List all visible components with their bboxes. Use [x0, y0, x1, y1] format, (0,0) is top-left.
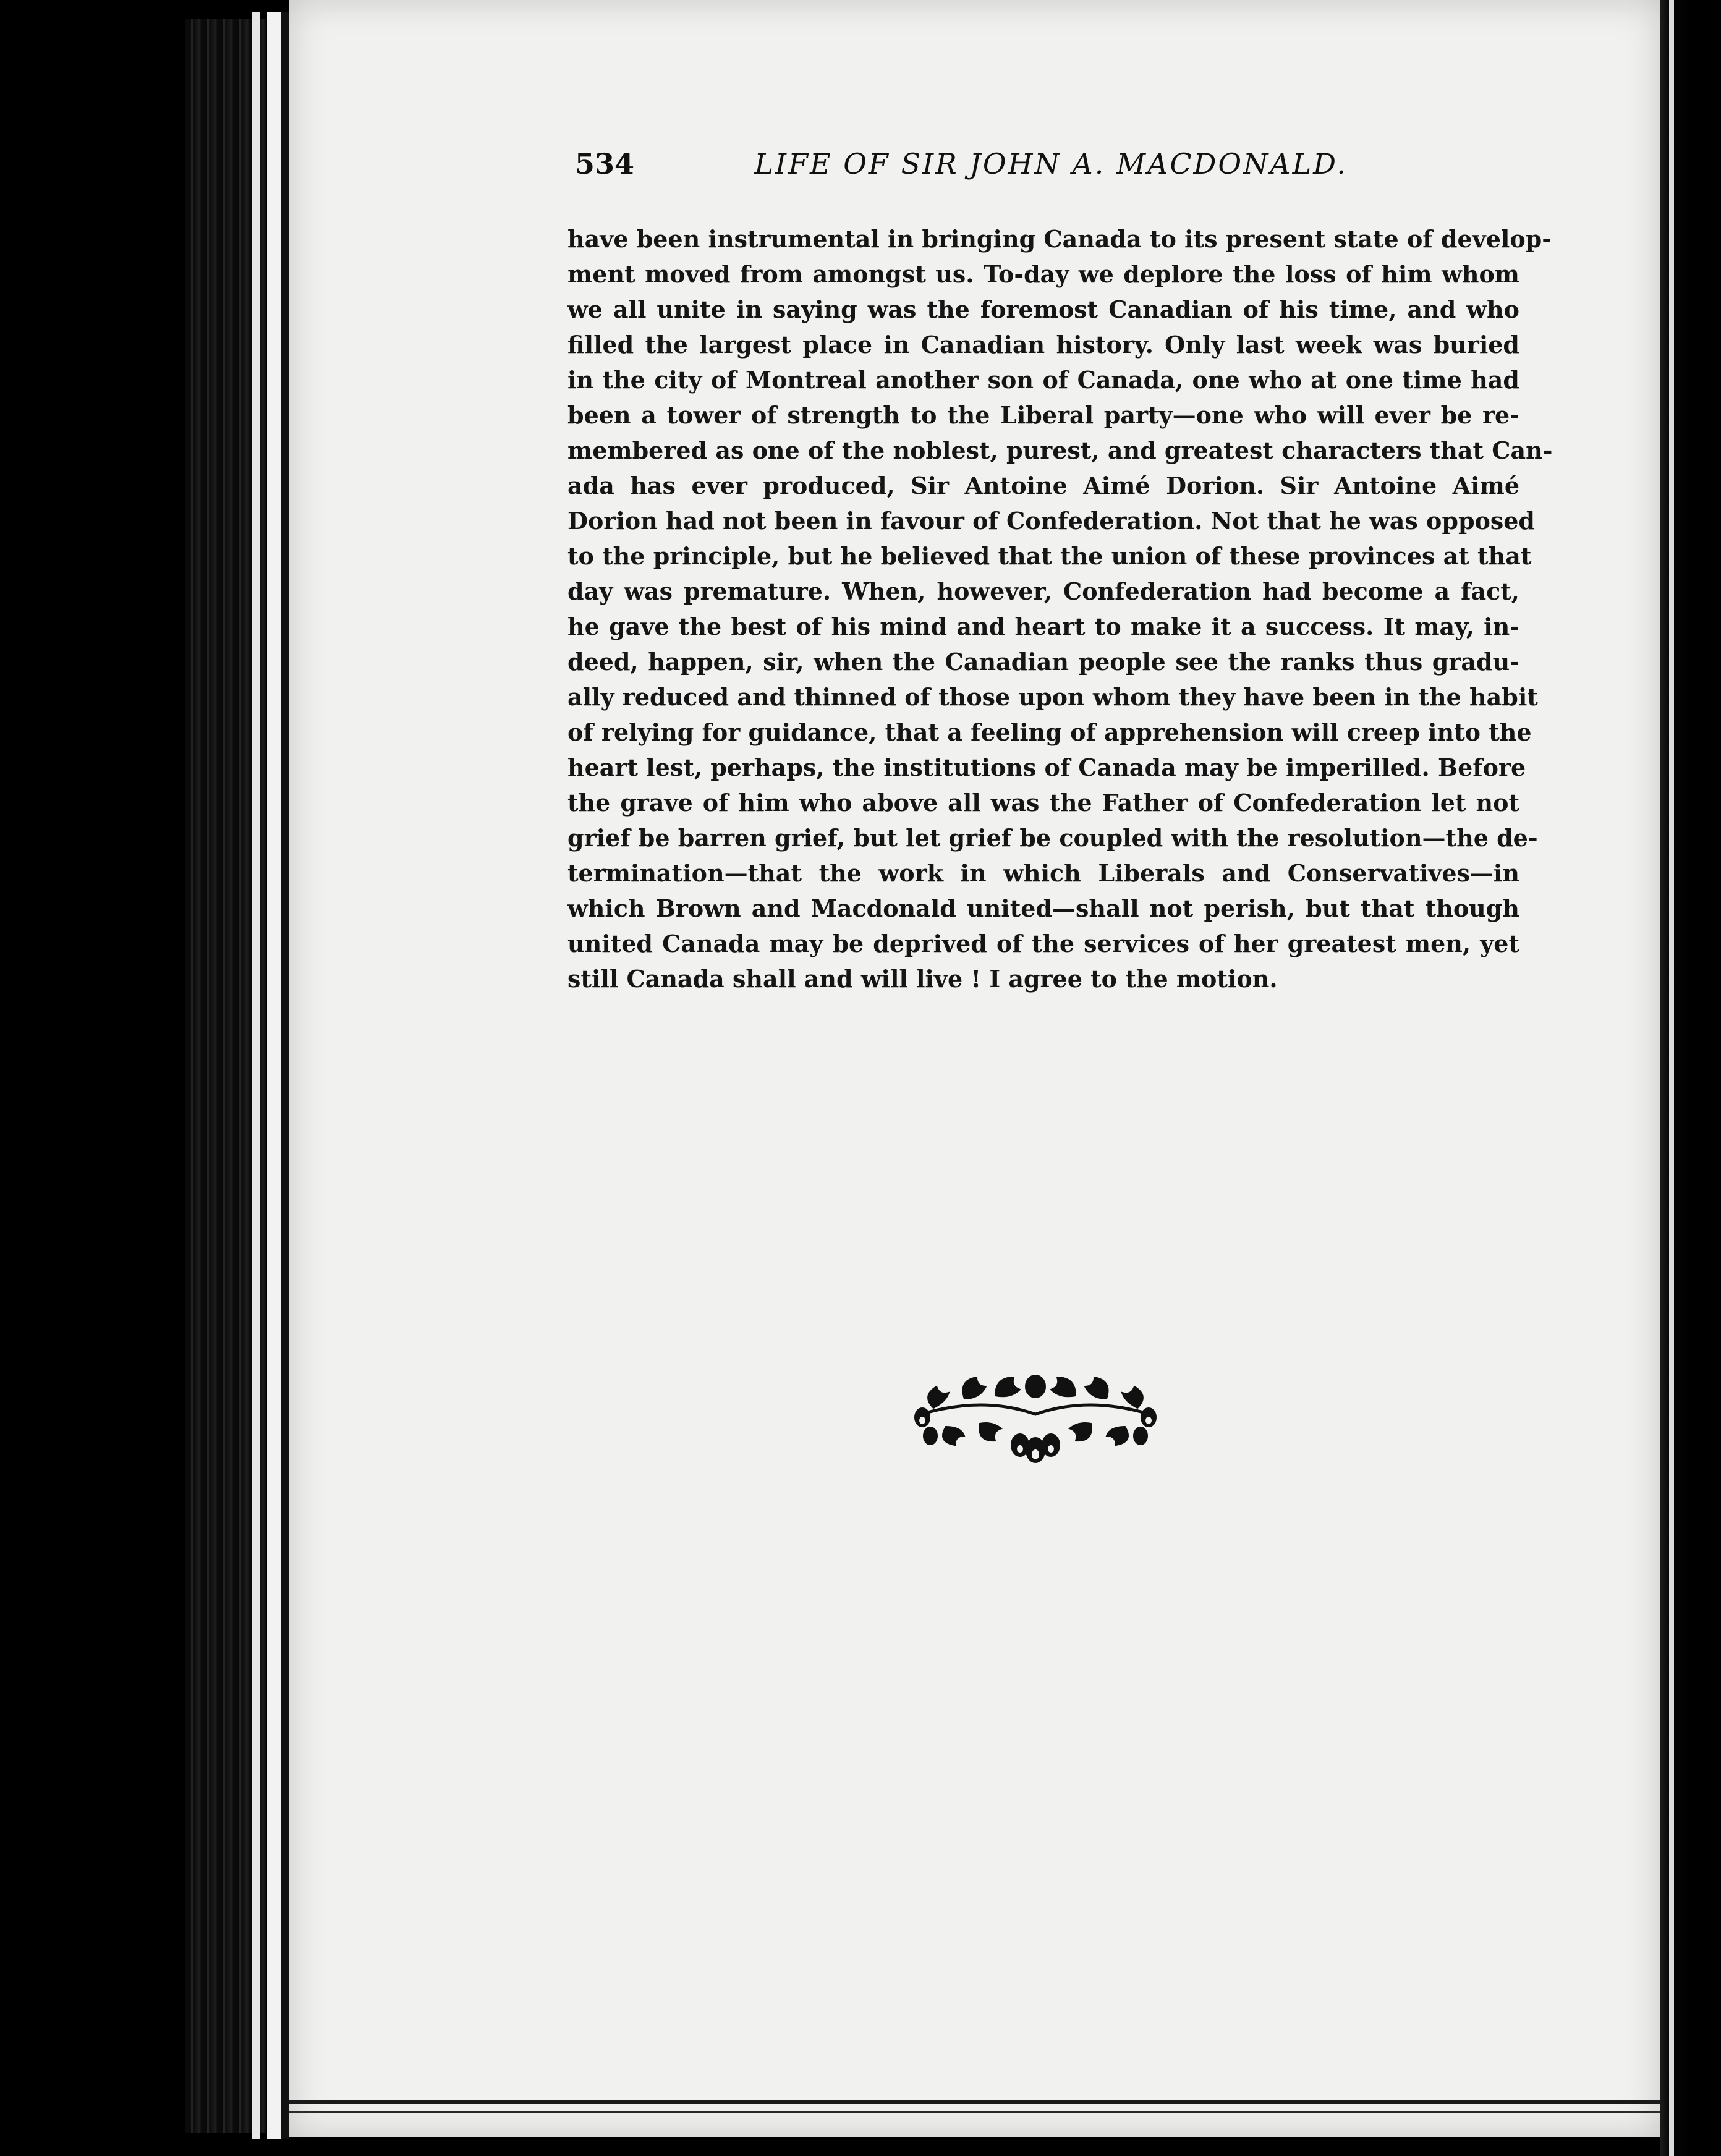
text-line: ment moved from amongst us. To-day we deplore the loss of him whom	[567, 260, 1519, 288]
text-line: to the principle, but he believed that the union of these provinces at that	[567, 542, 1532, 570]
page-bottom-edge	[289, 2100, 1660, 2104]
running-head	[575, 147, 1354, 190]
right-book-edge	[1660, 0, 1693, 2156]
gutter-shadow	[281, 12, 289, 2139]
text-line: Dorion had not been in favour of Confederation. Not that he was opposed	[567, 507, 1535, 535]
text-line: have been instrumental in bringing Canada to its present state of develop-	[567, 225, 1552, 253]
body-paragraph	[567, 221, 1553, 996]
text-line: still Canada shall and will live ! I agree to the motion.	[567, 965, 1278, 993]
text-line: membered as one of the noblest, purest, and greatest characters that Can-	[567, 436, 1553, 464]
text-line: ally reduced and thinned of those upon whom they have been in the habit	[567, 683, 1538, 711]
text-line: of relying for guidance, that a feeling of apprehension will creep into the	[567, 718, 1532, 746]
page-bottom-edge-line	[289, 2111, 1660, 2113]
text-line: heart lest, perhaps, the institutions of Canada may be imperilled. Before	[567, 753, 1526, 781]
text-line: united Canada may be deprived of the services of her greatest men, yet	[567, 930, 1519, 957]
acorn-oak-leaf-vignette-icon	[909, 1371, 1162, 1464]
text-line: in the city of Montreal another son of Canada, one who at one time had	[567, 366, 1519, 394]
text-line: day was premature. When, however, Confederation had become a fact,	[567, 577, 1519, 605]
text-line: we all unite in saying was the foremost Canadian of his time, and who	[567, 295, 1519, 323]
page-number: 534	[575, 147, 635, 180]
book-edge-highlight	[252, 12, 260, 2139]
text-line: ada has ever produced, Sir Antoine Aimé Dorion. Sir Antoine Aimé	[567, 472, 1519, 499]
text-line: the grave of him who above all was the Father of Confederation let not	[567, 789, 1519, 817]
text-line: grief be barren grief, but let grief be coupled with the resolution—the de-	[567, 824, 1538, 852]
text-line: deed, happen, sir, when the Canadian people see the ranks thus gradu-	[567, 648, 1519, 676]
text-line: termination—that the work in which Liberals and Conservatives—in	[567, 859, 1519, 887]
text-line: filled the largest place in Canadian history. Only last week was buried	[567, 331, 1519, 359]
right-edge-highlight	[1669, 0, 1674, 2156]
text-line: he gave the best of his mind and heart to make it a success. It may, in-	[567, 613, 1519, 640]
page-gutter	[267, 12, 281, 2139]
text-line: which Brown and Macdonald united—shall not perish, but that though	[567, 894, 1519, 922]
running-title: LIFE OF SIR JOHN A. MACDONALD.	[754, 147, 1348, 180]
text-line: been a tower of strength to the Liberal party—one who will ever be re-	[567, 401, 1519, 429]
